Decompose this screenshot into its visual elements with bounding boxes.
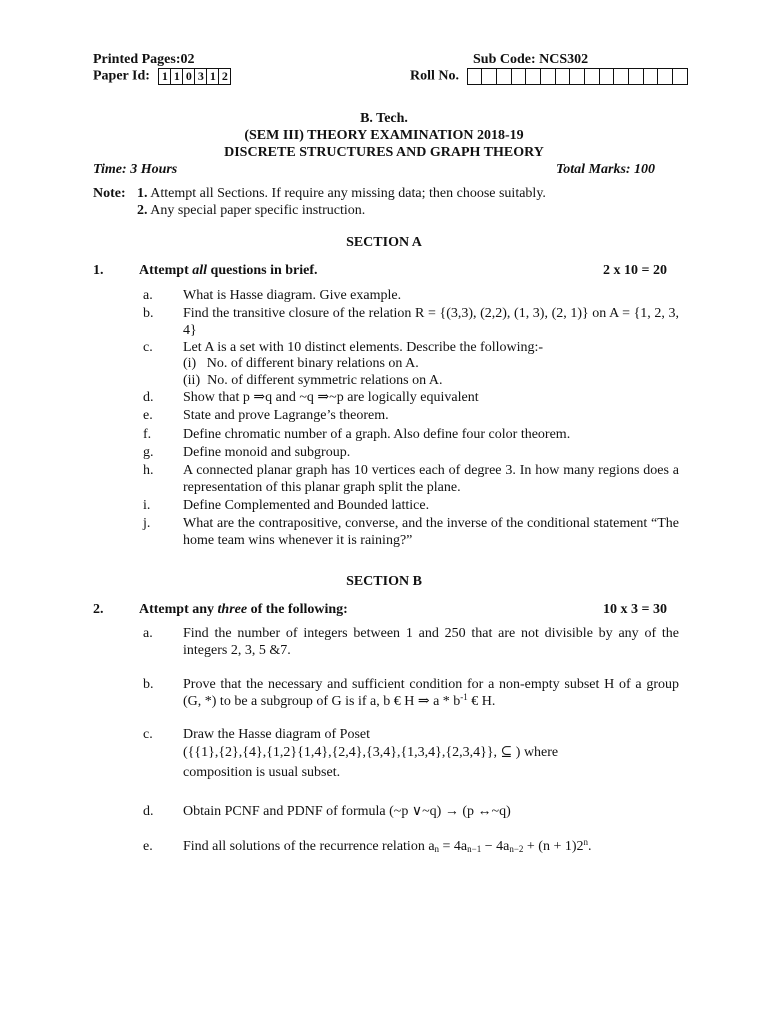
exam-title: (SEM III) THEORY EXAMINATION 2018-19 (244, 128, 524, 143)
roll-box[interactable] (600, 69, 615, 84)
question-2-marks: 10 x 3 = 30 (603, 602, 667, 617)
time-allowed: Time: 3 Hours (93, 162, 178, 177)
item-label: e. (143, 408, 153, 423)
question-1c-i (183, 355, 679, 372)
q2b-post: € H. (467, 694, 496, 709)
item-label: c. (143, 727, 153, 742)
question-1b: Find the transitive closure of the relation R = {(3,3), (2,2), (1, 3), (2, 1)} on A = {1, 2, 3, 4} (183, 306, 679, 338)
roll-box[interactable] (629, 69, 644, 84)
roll-no-boxes[interactable] (467, 68, 688, 85)
item-label: e. (143, 839, 153, 854)
item-label: d. (143, 804, 154, 819)
question-2e (183, 838, 679, 855)
q2e-sub: n (434, 844, 440, 854)
q2e-mid: − 4a (481, 839, 510, 854)
item-label: j. (143, 516, 151, 531)
note-1 (137, 186, 546, 202)
question-1-marks: 2 x 10 = 20 (603, 263, 667, 278)
question-2-number: 2. (93, 602, 104, 617)
question-1f: Define chromatic number of a graph. Also define four color theorem. (183, 427, 571, 442)
question-2-instruction (139, 602, 348, 618)
roll-box[interactable] (541, 69, 556, 84)
roll-box[interactable] (526, 69, 541, 84)
sub-label: (ii) (183, 373, 201, 388)
q2b-pre: Prove that the necessary and sufficient condition for a non-empty subset H of a group (G, *) to be a subgroup of G is if a, b € H ⇒ a * b (183, 677, 679, 709)
roll-box[interactable] (585, 69, 600, 84)
instr-pre: Attempt (139, 263, 193, 278)
question-1c: Let A is a set with 10 distinct elements. Describe the following:- (183, 340, 544, 355)
subject-title: DISCRETE STRUCTURES AND GRAPH THEORY (224, 145, 544, 160)
item-label: a. (143, 626, 153, 641)
note-2-text: Any special paper specific instruction. (150, 203, 366, 218)
sub-text: No. of different symmetric relations on A. (207, 373, 443, 388)
q2e-mid: = 4a (439, 839, 468, 854)
paper-id-digit: 1 (171, 69, 183, 84)
roll-box[interactable] (497, 69, 512, 84)
note-1-num: 1. (137, 186, 148, 201)
question-1-number: 1. (93, 263, 104, 278)
item-label: c. (143, 340, 153, 355)
item-label: b. (143, 677, 154, 692)
paper-id-digit: 3 (195, 69, 207, 84)
instr-post: of the following: (247, 602, 348, 617)
question-2c-line1: Draw the Hasse diagram of Poset (183, 727, 371, 742)
note-1-text: Attempt all Sections. If require any missing data; then choose suitably. (150, 186, 546, 201)
question-1i: Define Complemented and Bounded lattice. (183, 498, 430, 513)
item-label: d. (143, 390, 154, 405)
note-label: Note: (93, 186, 126, 201)
roll-box[interactable] (556, 69, 571, 84)
roll-box[interactable] (468, 69, 483, 84)
q2e-post: . (588, 839, 592, 854)
q2b-sup: -1 (460, 692, 468, 702)
question-1a: What is Hasse diagram. Give example. (183, 288, 402, 303)
question-1-instruction (139, 263, 318, 279)
q2e-pre: Find all solutions of the recurrence relation a (183, 839, 435, 854)
sub-label: (i) (183, 356, 197, 371)
paper-id-digit: 1 (159, 69, 171, 84)
roll-box[interactable] (482, 69, 497, 84)
roll-box[interactable] (614, 69, 629, 84)
question-2b (183, 676, 679, 710)
question-1h: A connected planar graph has 10 vertices each of degree 3. In how many regions does a representation of this planar graph split the plane. (183, 463, 679, 495)
paper-id-row (93, 68, 231, 85)
q2e-sup: n (583, 837, 589, 847)
roll-box[interactable] (644, 69, 659, 84)
item-label: a. (143, 288, 153, 303)
roll-no-row (410, 68, 688, 85)
instr-emphasis: three (217, 602, 248, 617)
q2e-sub: n−2 (509, 844, 524, 854)
item-label: i. (143, 498, 151, 513)
question-2d: Obtain PCNF and PDNF of formula (~p ∨~q) → (p ↔~q) (183, 804, 511, 819)
section-a-title: SECTION A (346, 235, 422, 250)
item-label: b. (143, 306, 154, 321)
question-1d: Show that p ⇒q and ~q ⇒~p are logically equivalent (183, 390, 479, 405)
total-marks: Total Marks: 100 (556, 162, 656, 177)
question-2c-line3: composition is usual subset. (183, 765, 341, 780)
item-label: h. (143, 463, 154, 478)
paper-id-boxes (158, 68, 231, 85)
note-2-num: 2. (137, 203, 148, 218)
q2e-mid: + (n + 1)2 (523, 839, 584, 854)
question-2a: Find the number of integers between 1 and 250 that are not divisible by any of the integers 2, 3, 5 &7. (183, 626, 679, 658)
question-1c-ii (183, 372, 679, 389)
roll-box[interactable] (512, 69, 527, 84)
question-1g: Define monoid and subgroup. (183, 445, 351, 460)
paper-id-label: Paper Id: (93, 68, 150, 84)
note-2 (137, 203, 365, 219)
q2e-sub: n−1 (467, 844, 482, 854)
paper-id-digit: 1 (207, 69, 219, 84)
paper-id-digit: 2 (221, 69, 228, 83)
instr-emphasis: all (192, 263, 208, 278)
question-2c-line2: ({{1},{2},{4},{1,2}{1,4},{2,4},{3,4},{1,3,4},{2,3,4}}, ⊆ ) where (183, 745, 559, 760)
roll-box[interactable] (658, 69, 673, 84)
printed-pages: Printed Pages:02 (93, 52, 195, 67)
roll-no-label: Roll No. (410, 68, 459, 84)
item-label: g. (143, 445, 154, 460)
paper-id-digit: 0 (183, 69, 195, 84)
instr-post: questions in brief. (207, 263, 318, 278)
section-b-title: SECTION B (346, 574, 422, 589)
sub-code: Sub Code: NCS302 (473, 52, 589, 67)
item-label: f. (143, 427, 152, 442)
degree: B. Tech. (360, 111, 408, 126)
roll-box[interactable] (673, 69, 687, 84)
question-1j: What are the contrapositive, converse, and the inverse of the conditional statement “The home team wins whenever it is raining?” (183, 516, 679, 548)
instr-pre: Attempt any (139, 602, 218, 617)
question-1e: State and prove Lagrange’s theorem. (183, 408, 389, 423)
roll-box[interactable] (570, 69, 585, 84)
sub-text: No. of different binary relations on A. (206, 356, 419, 371)
